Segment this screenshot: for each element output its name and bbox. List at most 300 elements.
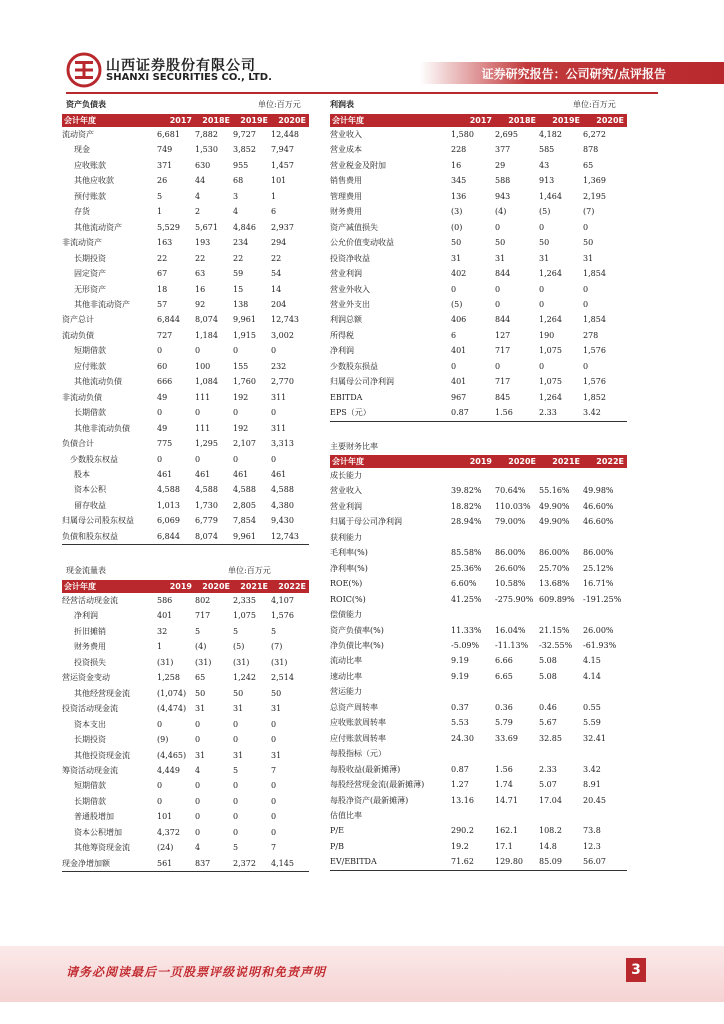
- value-cell: 111: [195, 423, 211, 433]
- value-cell: 127: [495, 330, 511, 340]
- value-cell: 13.68%: [539, 579, 570, 589]
- value-cell: 1: [157, 642, 163, 652]
- table-row: [330, 127, 627, 142]
- table-row: [330, 359, 627, 374]
- value-cell: (7): [271, 642, 283, 652]
- row-label: 筹资活动现金流: [62, 765, 118, 775]
- table-row: [62, 809, 309, 824]
- row-label: 存货: [74, 207, 90, 217]
- value-cell: 845: [495, 392, 511, 402]
- value-cell: 0: [271, 812, 277, 822]
- row-label: 营业成本: [330, 145, 362, 155]
- table-row: [330, 251, 627, 266]
- value-cell: 1.27: [451, 780, 469, 790]
- row-label: 现金: [74, 145, 90, 155]
- header-label-cell: 会计年度: [62, 114, 157, 127]
- value-cell: 4,372: [157, 827, 180, 837]
- value-cell: 39.82%: [451, 486, 482, 496]
- value-cell: 0: [233, 735, 239, 745]
- row-label: 总资产周转率: [330, 702, 378, 712]
- value-cell: 73.8: [583, 826, 601, 836]
- value-cell: 1.56: [495, 764, 513, 774]
- value-cell: 2,937: [271, 222, 294, 232]
- value-cell: 1,013: [157, 500, 180, 510]
- value-cell: [583, 468, 627, 483]
- table-row: [62, 639, 309, 654]
- value-cell: 1,242: [233, 673, 256, 683]
- value-cell: 7,882: [195, 130, 218, 139]
- row-label: 财务费用: [330, 207, 362, 217]
- row-label: 营运能力: [330, 687, 362, 697]
- company-name-en: SHANXI SECURITIES CO., LTD.: [106, 72, 272, 83]
- table-row: [330, 715, 627, 730]
- value-cell: 25.36%: [451, 563, 482, 573]
- value-cell: 401: [451, 346, 467, 356]
- value-cell: 4,588: [233, 485, 256, 495]
- row-label: 长期借款: [74, 408, 106, 418]
- cash-flow-table: [62, 580, 309, 872]
- value-cell: 204: [271, 299, 287, 309]
- value-cell: (1,074): [157, 688, 187, 698]
- value-cell: 1,264: [539, 392, 562, 402]
- value-cell: 727: [157, 330, 173, 340]
- row-label: 成长能力: [330, 471, 362, 480]
- row-label: 流动负债: [62, 330, 94, 340]
- table-row: [62, 204, 309, 219]
- value-cell: 50: [271, 688, 282, 698]
- value-cell: 0: [233, 408, 239, 418]
- value-cell: 0: [271, 719, 277, 729]
- row-label: 其他经营现金流: [74, 688, 130, 698]
- value-cell: 1.56: [495, 405, 539, 421]
- value-cell: 1.74: [495, 780, 513, 790]
- value-cell: 5.08: [539, 656, 557, 666]
- value-cell: 0: [451, 361, 457, 371]
- value-cell: 0: [233, 781, 239, 791]
- row-label: 营业利润: [330, 269, 362, 279]
- value-cell: 20.45: [583, 795, 606, 805]
- value-cell: 290.2: [451, 826, 474, 836]
- value-cell: 461: [233, 469, 249, 479]
- value-cell: [495, 746, 539, 761]
- value-cell: [583, 530, 627, 545]
- value-cell: 0: [195, 781, 201, 791]
- value-cell: 5: [195, 626, 201, 636]
- value-cell: 5: [271, 626, 277, 636]
- value-cell: 0: [271, 796, 277, 806]
- header-label-cell: 会计年度: [330, 114, 451, 127]
- value-cell: 630: [195, 160, 211, 170]
- value-cell: 4: [195, 765, 201, 775]
- value-cell: [539, 746, 583, 761]
- table-row: [330, 173, 627, 188]
- table-row: [330, 514, 627, 529]
- value-cell: 12,743: [271, 315, 299, 325]
- row-label: ROE(%): [330, 579, 363, 589]
- value-cell: 1,464: [539, 191, 562, 201]
- row-label: 非流动资产: [62, 238, 102, 248]
- value-cell: 190: [539, 330, 555, 340]
- table-row: [330, 235, 627, 250]
- value-cell: 26.60%: [495, 563, 526, 573]
- value-cell: 32.85: [539, 733, 562, 743]
- value-cell: 0: [195, 827, 201, 837]
- value-cell: 2.33: [539, 405, 583, 421]
- table-row: [330, 266, 627, 281]
- cash-flow-unit: 单位:百万元: [228, 566, 271, 575]
- value-cell: 49.90%: [539, 501, 570, 511]
- value-cell: 0: [157, 454, 163, 464]
- table-row: [330, 468, 627, 483]
- value-cell: 3,002: [271, 330, 294, 340]
- row-label: 流动资产: [62, 130, 94, 139]
- value-cell: 1,295: [195, 439, 218, 449]
- value-cell: 16: [451, 160, 462, 170]
- table-row: [330, 204, 627, 219]
- value-cell: 85.58%: [451, 548, 482, 558]
- value-cell: 2,195: [583, 191, 606, 201]
- table-row: [330, 592, 627, 607]
- table-row: [62, 467, 309, 482]
- value-cell: [495, 808, 539, 823]
- row-label: 流动比率: [330, 656, 362, 666]
- row-label: 营业外收入: [330, 284, 370, 294]
- row-label: 其他非流动资产: [74, 299, 130, 309]
- table-row: [62, 748, 309, 763]
- company-name-cn: 山西证券股份有限公司: [106, 58, 256, 74]
- header-year-cell: 2021E: [539, 455, 583, 468]
- value-cell: 1,580: [451, 130, 474, 139]
- header-year-cell: 2020E: [195, 580, 233, 593]
- row-label: 估值比率: [330, 810, 362, 820]
- value-cell: 25.12%: [583, 563, 614, 573]
- value-cell: 192: [233, 392, 249, 402]
- value-cell: 12.3: [583, 841, 601, 851]
- table-row: [62, 856, 309, 872]
- page-header: [0, 0, 724, 100]
- value-cell: 0: [495, 299, 501, 309]
- value-cell: 26.00%: [583, 625, 614, 635]
- value-cell: 86.00%: [539, 548, 570, 558]
- row-label: 应付账款: [74, 361, 106, 371]
- value-cell: 0: [195, 796, 201, 806]
- table-row: [62, 763, 309, 778]
- value-cell: 1,184: [195, 330, 218, 340]
- table-row: [330, 297, 627, 312]
- row-label: 资产负债率(%): [330, 625, 384, 635]
- balance-sheet-header-row: [62, 114, 309, 127]
- value-cell: 717: [495, 377, 511, 387]
- value-cell: 193: [195, 238, 211, 248]
- value-cell: 311: [271, 392, 287, 402]
- value-cell: 49: [157, 392, 168, 402]
- value-cell: (31): [271, 657, 288, 667]
- value-cell: 6,681: [157, 130, 180, 139]
- value-cell: 5.79: [495, 718, 513, 728]
- value-cell: 844: [495, 269, 511, 279]
- value-cell: 5,671: [195, 222, 218, 232]
- value-cell: 0.87: [451, 405, 495, 421]
- table-row: [330, 189, 627, 204]
- value-cell: 0: [157, 781, 163, 791]
- value-cell: 41.25%: [451, 594, 482, 604]
- value-cell: 561: [157, 856, 195, 872]
- row-label: 营业税金及附加: [330, 160, 386, 170]
- value-cell: 3.42: [583, 764, 601, 774]
- value-cell: -32.55%: [539, 640, 573, 650]
- table-row: [330, 576, 627, 591]
- value-cell: 294: [271, 238, 287, 248]
- value-cell: 7,947: [271, 145, 294, 155]
- value-cell: 3: [233, 191, 239, 201]
- value-cell: 278: [583, 330, 599, 340]
- table-row: [62, 266, 309, 281]
- value-cell: 5.67: [539, 718, 557, 728]
- value-cell: 2.33: [539, 764, 557, 774]
- value-cell: 100: [195, 361, 211, 371]
- value-cell: 0: [583, 361, 589, 371]
- value-cell: 22: [271, 253, 282, 263]
- value-cell: 0: [271, 454, 277, 464]
- value-cell: 5.59: [583, 718, 601, 728]
- value-cell: 5,529: [157, 222, 180, 232]
- value-cell: 401: [157, 611, 173, 621]
- table-row: [62, 436, 309, 451]
- value-cell: (31): [157, 657, 174, 667]
- value-cell: 31: [539, 253, 550, 263]
- value-cell: 5: [233, 626, 239, 636]
- table-row: [62, 513, 309, 528]
- table-row: [62, 173, 309, 188]
- table-row: [330, 390, 627, 405]
- value-cell: 50: [539, 238, 550, 248]
- value-cell: 6,069: [157, 516, 180, 526]
- value-cell: [583, 684, 627, 699]
- value-cell: 54: [271, 269, 282, 279]
- value-cell: 401: [451, 377, 467, 387]
- table-row: [62, 608, 309, 623]
- header-year-cell: 2020E: [583, 114, 627, 127]
- row-label: 非流动负债: [62, 392, 102, 402]
- value-cell: 1,369: [583, 176, 606, 186]
- value-cell: 461: [157, 469, 173, 479]
- value-cell: 2,372: [233, 856, 271, 872]
- value-cell: 1: [157, 207, 163, 217]
- value-cell: 0: [195, 346, 201, 356]
- value-cell: 943: [495, 191, 511, 201]
- table-row: [330, 343, 627, 358]
- value-cell: 31: [195, 750, 206, 760]
- value-cell: 609.89%: [539, 594, 575, 604]
- value-cell: 8,074: [195, 529, 233, 545]
- row-label: 资本支出: [74, 719, 106, 729]
- row-label: 普通股增加: [74, 812, 114, 822]
- header-year-cell: 2021E: [233, 580, 271, 593]
- value-cell: 461: [195, 469, 211, 479]
- value-cell: 0: [271, 735, 277, 745]
- value-cell: 14.8: [539, 841, 557, 851]
- value-cell: 955: [233, 160, 249, 170]
- table-row: [62, 282, 309, 297]
- value-cell: 16.71%: [583, 579, 614, 589]
- table-row: [62, 374, 309, 389]
- table-row: [62, 825, 309, 840]
- value-cell: 5.08: [539, 671, 557, 681]
- value-cell: (5): [539, 207, 551, 217]
- row-label: 归属母公司净利润: [330, 377, 394, 387]
- row-label: 经营活动现金流: [62, 596, 118, 605]
- row-label: 营业外支出: [330, 299, 370, 309]
- value-cell: 155: [233, 361, 249, 371]
- table-row: [330, 530, 627, 545]
- row-label: EPS（元）: [330, 405, 451, 421]
- value-cell: 402: [451, 269, 467, 279]
- value-cell: 32: [157, 626, 168, 636]
- table-row: [62, 359, 309, 374]
- table-row: [62, 343, 309, 358]
- value-cell: 86.00%: [495, 548, 526, 558]
- value-cell: 22: [233, 253, 244, 263]
- value-cell: 22: [195, 253, 206, 263]
- table-row: [62, 405, 309, 420]
- page-number: 3: [626, 958, 646, 982]
- table-row: [62, 794, 309, 809]
- value-cell: 192: [233, 423, 249, 433]
- value-cell: 2,107: [233, 439, 256, 449]
- value-cell: 4: [195, 191, 201, 201]
- value-cell: 0: [233, 812, 239, 822]
- table-row: [62, 670, 309, 685]
- value-cell: 129.80: [495, 854, 539, 870]
- value-cell: [451, 530, 495, 545]
- value-cell: 1,576: [583, 346, 606, 356]
- value-cell: 1,258: [157, 673, 180, 683]
- value-cell: 585: [539, 145, 555, 155]
- row-label: 营运资金变动: [62, 673, 110, 683]
- value-cell: 1,264: [539, 315, 562, 325]
- value-cell: 46.60%: [583, 517, 614, 527]
- row-label: 毛利率(%): [330, 548, 368, 558]
- report-type-label: 证券研究报告：公司研究/点评报告: [481, 67, 666, 81]
- row-label: 所得税: [330, 330, 354, 340]
- value-cell: 13.16: [451, 795, 474, 805]
- value-cell: 802: [195, 596, 211, 605]
- table-row: [330, 684, 627, 699]
- value-cell: 0: [157, 796, 163, 806]
- table-row: [330, 793, 627, 808]
- value-cell: 28.94%: [451, 517, 482, 527]
- value-cell: 8,074: [195, 315, 218, 325]
- value-cell: 0: [271, 827, 277, 837]
- value-cell: 32.41: [583, 733, 606, 743]
- value-cell: 6: [451, 330, 457, 340]
- value-cell: 31: [195, 704, 206, 714]
- value-cell: (7): [583, 207, 595, 217]
- value-cell: 2,805: [233, 500, 256, 510]
- header-year-cell: 2019: [157, 580, 195, 593]
- value-cell: 0.37: [451, 702, 469, 712]
- value-cell: 4,588: [157, 485, 180, 495]
- value-cell: 85.09: [539, 854, 583, 870]
- value-cell: 59: [233, 269, 244, 279]
- row-label: 长期借款: [74, 796, 106, 806]
- value-cell: 50: [583, 238, 594, 248]
- row-label: 其他应收款: [74, 176, 114, 186]
- row-label: 资产总计: [62, 315, 94, 325]
- value-cell: 717: [195, 611, 211, 621]
- row-label: 负债和股东权益: [62, 529, 157, 545]
- row-label: 折旧摊销: [74, 626, 106, 636]
- value-cell: 0: [195, 719, 201, 729]
- table-row: [330, 839, 627, 854]
- table-row: [330, 374, 627, 389]
- table-row: [330, 653, 627, 668]
- row-label: 投资净收益: [330, 253, 370, 263]
- value-cell: (4): [195, 642, 207, 652]
- value-cell: 0.46: [539, 702, 557, 712]
- value-cell: 6,272: [583, 130, 606, 139]
- value-cell: 92: [195, 299, 206, 309]
- value-cell: 31: [451, 253, 462, 263]
- value-cell: 0: [495, 222, 501, 232]
- header-year-cell: 2019E: [233, 114, 271, 127]
- value-cell: 666: [157, 377, 173, 387]
- value-cell: (31): [195, 657, 212, 667]
- table-row: [330, 282, 627, 297]
- value-cell: 0.87: [451, 764, 469, 774]
- row-label: 每股指标（元）: [330, 749, 386, 759]
- value-cell: 22: [157, 253, 168, 263]
- value-cell: [583, 808, 627, 823]
- value-cell: 7: [271, 765, 277, 775]
- disclaimer-notice: 请务必阅读最后一页股票评级说明和免责声明: [66, 965, 327, 979]
- value-cell: 1,084: [195, 377, 218, 387]
- row-label: 其他流动资产: [74, 222, 122, 232]
- value-cell: 65: [195, 673, 206, 683]
- value-cell: 111: [195, 392, 211, 402]
- table-row: [62, 312, 309, 327]
- value-cell: 749: [157, 145, 173, 155]
- value-cell: 0: [539, 222, 545, 232]
- row-label: 其他投资现金流: [74, 750, 130, 760]
- value-cell: -11.13%: [495, 640, 529, 650]
- value-cell: [583, 746, 627, 761]
- value-cell: 16.04%: [495, 625, 526, 635]
- header-label-cell: 会计年度: [62, 580, 157, 593]
- value-cell: 7: [271, 843, 277, 853]
- balance-sheet-unit: 单位:百万元: [258, 100, 301, 109]
- value-cell: 0: [233, 454, 239, 464]
- table-row: [330, 746, 627, 761]
- table-row: [330, 638, 627, 653]
- row-label: 应收账款: [74, 160, 106, 170]
- value-cell: 31: [233, 704, 244, 714]
- table-row: [330, 328, 627, 343]
- value-cell: 5.53: [451, 718, 469, 728]
- value-cell: 1,264: [539, 269, 562, 279]
- row-label: 净利润: [74, 611, 98, 621]
- value-cell: 46.60%: [583, 501, 614, 511]
- value-cell: 108.2: [539, 826, 562, 836]
- value-cell: 10.58%: [495, 579, 526, 589]
- table-row: [62, 686, 309, 701]
- table-row: [62, 624, 309, 639]
- table-row: [330, 731, 627, 746]
- value-cell: 228: [451, 145, 467, 155]
- value-cell: 878: [583, 145, 599, 155]
- value-cell: 0: [233, 719, 239, 729]
- header-year-cell: 2017: [157, 114, 195, 127]
